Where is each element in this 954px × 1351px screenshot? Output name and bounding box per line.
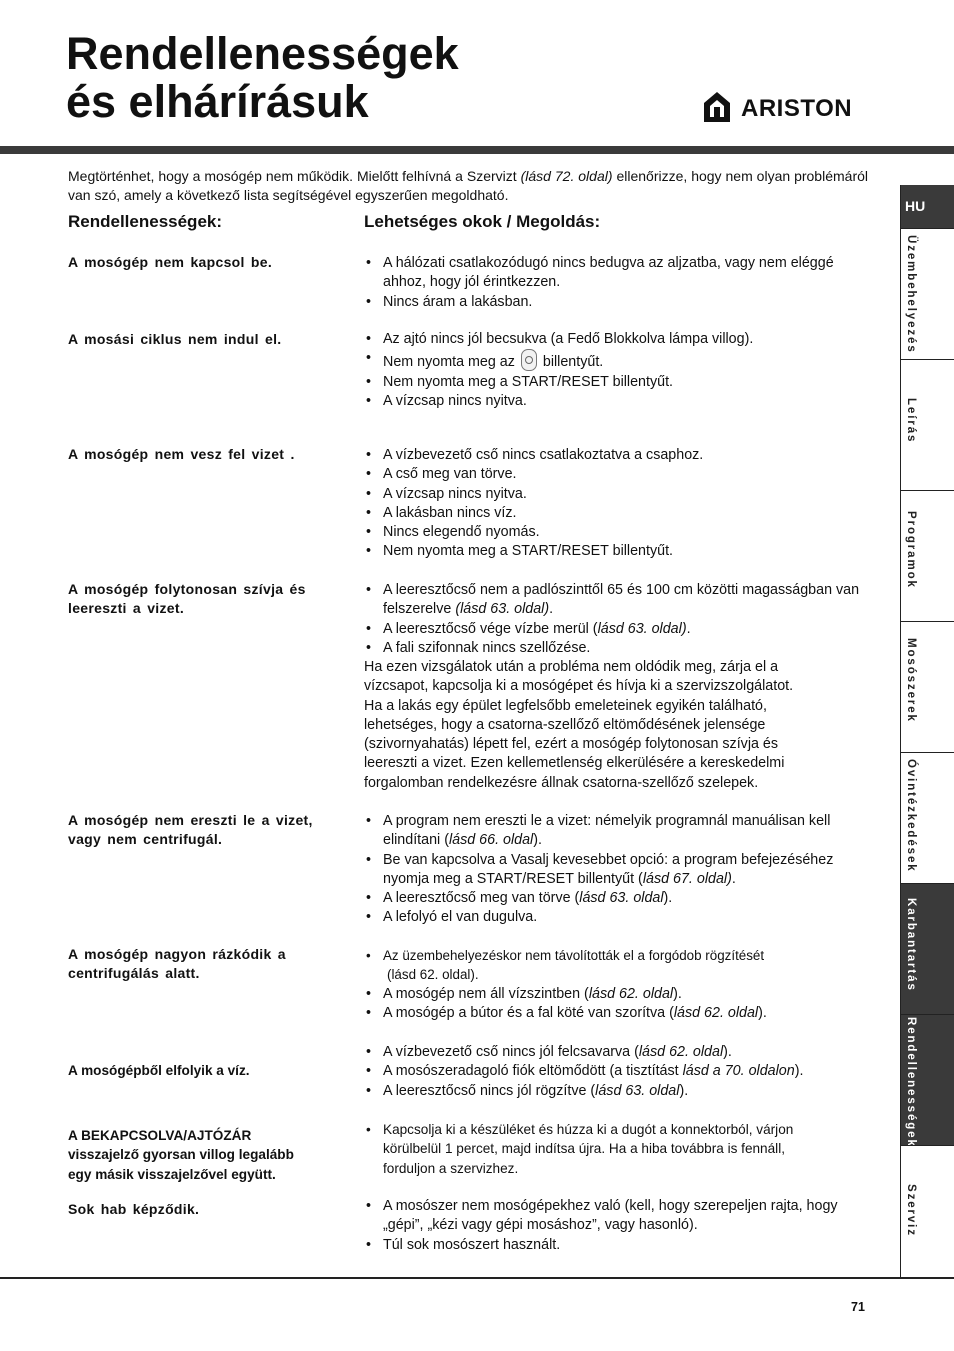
cause-item: • A lefolyó el van dugulva.	[364, 908, 872, 927]
header-divider	[0, 146, 954, 154]
page-title	[66, 30, 459, 126]
cause-item: • A vízbevezető cső nincs jól felcsavarva (lásd 62. oldal).	[364, 1043, 872, 1062]
title-line-1: Rendellenességek	[66, 28, 459, 79]
cause-item: • A vízcsap nincs nyitva.	[364, 392, 872, 411]
cause-item: • A lakásban nincs víz.	[364, 504, 872, 523]
cause-item: • Nincs elegendő nyomás.	[364, 523, 872, 542]
cause-item: • A leeresztőcső nem a padlószinttől 65 és 100 cm közötti magasságban van felszerelve (lásd 63. oldal).	[364, 581, 872, 620]
cause-item: • A fali szifonnak nincs szellőzése.	[364, 639, 872, 658]
cause-item: • Nincs áram a lakásban.	[364, 293, 872, 312]
tab-troubleshooting[interactable]: Rendellenességek	[901, 1014, 954, 1145]
causes-list	[364, 330, 872, 411]
cause-item: • A mosószeradagoló fiók eltömődött (a tisztítást lásd a 70. oldalon).	[364, 1062, 872, 1081]
problem-item: A mosási ciklus nem indul el.	[68, 331, 282, 347]
causes-list	[364, 1197, 872, 1255]
cause-item: • A leeresztőcső meg van törve (lásd 63. oldal).	[364, 889, 872, 908]
problem-item: A mosógép nem kapcsol be.	[68, 254, 273, 270]
cause-item: • A leeresztőcső nincs jól rögzítve (lásd 63. oldal).	[364, 1082, 872, 1101]
cause-item: • A mosószer nem mosógépekhez való (kell, hogy szerepeljen rajta, hogy „gépi”, „kézi vagy gépi mosáshoz”, vagy hasonló).	[364, 1197, 872, 1236]
cause-item: • Be van kapcsolva a Vasalj kevesebbet opció: a program befejezéséhez nyomja meg a START/RESET billentyűt (lásd 67. oldal).	[364, 851, 872, 890]
power-button-icon	[521, 349, 537, 371]
problem-item: Sok hab képződik.	[68, 1201, 200, 1217]
language-tab: HU	[901, 185, 954, 228]
problem-item: A mosógépből elfolyik a víz.	[68, 1063, 250, 1078]
cause-item: • Nem nyomta meg a START/RESET billentyűt.	[364, 373, 872, 392]
causes-list	[364, 1043, 872, 1101]
problems-heading: Rendellenességek:	[68, 212, 223, 231]
cause-item: • Nem nyomta meg a START/RESET billentyűt.	[364, 542, 872, 561]
causes-list	[364, 254, 872, 312]
causes-list	[364, 812, 872, 928]
problem-item: A mosógép nem ereszti le a vizet, vagy nem centrifugál.	[68, 812, 313, 848]
cause-item: • A mosógép nem áll vízszintben (lásd 62. oldal).	[364, 985, 872, 1004]
cause-item: • A leeresztőcső vége vízbe merül (lásd 63. oldal).	[364, 620, 872, 639]
cause-item: • A cső meg van törve.	[364, 465, 872, 484]
cause-item: • A program nem ereszti le a vizet: némelyik programnál manuálisan kell elindítani (lásd 66. oldal).	[364, 812, 872, 851]
brand-name: ARISTON	[741, 95, 853, 122]
causes-list	[364, 1120, 824, 1178]
cause-item: • Nem nyomta meg az billentyűt.	[364, 349, 872, 372]
tab-programs[interactable]: Programok	[901, 490, 954, 621]
cause-item: • Az üzembehelyezéskor nem távolították el a forgódob rögzítését (lásd 62. oldal).	[364, 946, 872, 985]
problem-item: A BEKAPCSOLVA/AJTÓZÁR visszajelző gyorsan villog legalább egy másik visszajelzővel együtt.	[68, 1128, 294, 1182]
intro-text: Megtörténhet, hogy a mosógép nem működik. Mielőtt felhívná a Szervizt (lásd 72. oldal) ellenőrizze, hogy nem olyan problémáról van szó, amely a következő lista segítségével egyszerűen megoldható.	[68, 168, 868, 203]
tab-service[interactable]: Szerviz	[901, 1145, 954, 1278]
house-icon	[702, 90, 732, 124]
tab-installation[interactable]: Üzembehelyezés	[901, 228, 954, 359]
footer-divider	[0, 1277, 954, 1279]
tab-description[interactable]: Leírás	[901, 359, 954, 490]
tab-maintenance[interactable]: Karbantartás	[901, 883, 954, 1014]
solutions-heading: Lehetséges okok / Megoldás:	[364, 212, 601, 231]
causes-list	[364, 581, 872, 658]
problem-item: A mosógép nagyon rázkódik a centrifugálás alatt.	[68, 946, 286, 982]
causes-list	[364, 946, 872, 1023]
page-number: 71	[851, 1300, 865, 1314]
cause-item: • Az ajtó nincs jól becsukva (a Fedő Blokkolva lámpa villog).	[364, 330, 872, 349]
title-line-2: és elhárírásuk	[66, 76, 369, 127]
cause-item: • A hálózati csatlakozódugó nincs bedugva az aljzatba, vagy nem eléggé ahhoz, hogy jól érintkezzen.	[364, 254, 872, 293]
brand-logo	[702, 90, 892, 130]
problem-item: A mosógép folytonosan szívja és leereszti a vizet.	[68, 581, 306, 617]
cause-item: • Kapcsolja ki a készüléket és húzza ki a dugót a konnektorból, várjon körülbelül 1 percet, majd indítsa újra. Ha a hiba továbbra is fennáll, forduljon a szervizhez.	[364, 1120, 824, 1178]
problem-item: A mosógép nem vesz fel vizet .	[68, 446, 295, 462]
tab-detergents[interactable]: Mosószerek	[901, 621, 954, 752]
tab-precautions[interactable]: Óvintézkedések	[901, 752, 954, 883]
cause-item: • A mosógép a bútor és a fal köté van szorítva (lásd 62. oldal).	[364, 1004, 872, 1023]
cause-item: • A vízcsap nincs nyitva.	[364, 485, 872, 504]
drain-note: Ha ezen vizsgálatok után a probléma nem oldódik meg, zárja el a vízcsapot, kapcsolja ki a mosógépet és hívja ki a szervizszolgálatot. Ha a lakás egy épület legfelsőbb emeleteinek egyikén található, lehetséges, hogy a csatorna-szellőző eltömődésének jelensége (szivornyahatás) lépett fel, ezért a mosógép folytonosan szívja és leereszti a vizet. Ezen kellemetlenség elkerülésére a kereskedelmi forgalomban rendelkezésre állnak csatorna-szellőző szelepek.	[364, 659, 794, 791]
causes-list	[364, 446, 872, 562]
section-sidebar	[900, 185, 954, 1278]
cause-item: • A vízbevezető cső nincs csatlakoztatva a csaphoz.	[364, 446, 872, 465]
cause-item: • Túl sok mosószert használt.	[364, 1236, 872, 1255]
